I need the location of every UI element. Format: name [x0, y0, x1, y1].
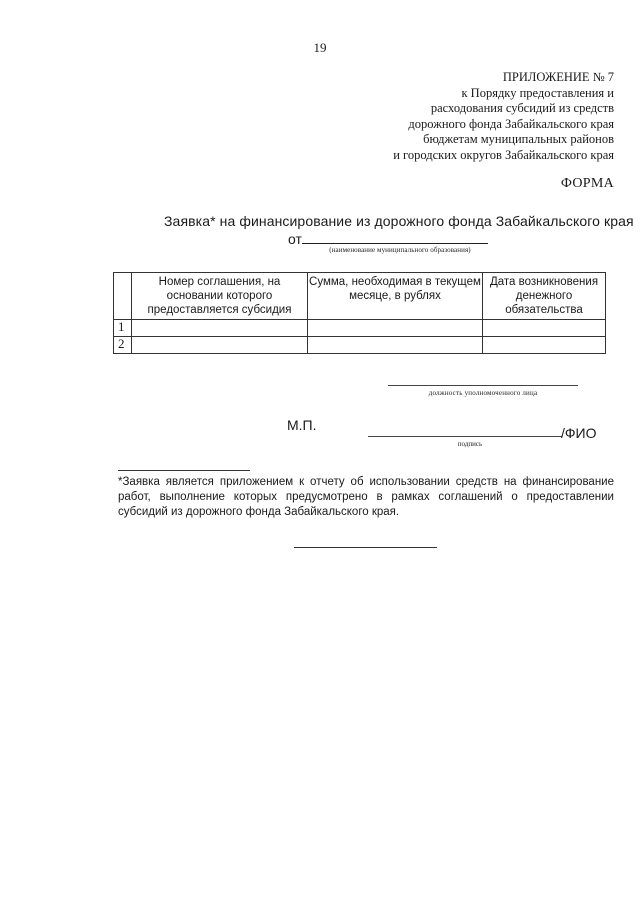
form-label: ФОРМА — [560, 176, 614, 191]
footnote-divider — [118, 470, 250, 471]
footnote: *Заявка является приложением к отчету об использовании средств на финансирование работ, выполнение которых предусмотрено в рамках соглашений о предоставлении субсидий из дорожного фонда Забайкальского края. — [118, 476, 614, 518]
appendix-header — [393, 70, 614, 163]
table-header-cell: Сумма, необходимая в текущем месяце, в рублях — [308, 273, 483, 320]
table-cell — [308, 337, 483, 354]
table-header-row — [114, 273, 606, 320]
row-number: 1 — [114, 320, 132, 337]
page-number: 19 — [313, 40, 327, 55]
table-cell — [483, 320, 606, 337]
table-cell — [132, 337, 308, 354]
municipality-name-field — [302, 243, 488, 244]
appendix-line: бюджетам муниципальных районов — [423, 132, 614, 146]
table-cell — [483, 337, 606, 354]
appendix-line: расходования субсидий из средств — [430, 101, 614, 115]
table-header-cell — [114, 273, 132, 320]
table-header-cell: Номер соглашения, на основании которого предоставляется субсидия — [132, 273, 308, 320]
row-number: 2 — [114, 337, 132, 354]
table-row — [114, 320, 606, 337]
position-caption: должность уполномоченного лица — [428, 389, 538, 397]
appendix-line: к Порядку предоставления и — [461, 85, 614, 100]
end-divider — [294, 547, 437, 548]
table-cell — [132, 320, 308, 337]
appendix-line: и городских округов Забайкальского края — [393, 147, 614, 162]
table-header-cell: Дата возникновения денежного обязательства — [483, 273, 606, 320]
signature-caption: подпись — [457, 440, 483, 448]
from-label: от — [288, 231, 302, 247]
table-row — [114, 337, 606, 354]
position-field — [388, 385, 578, 386]
table-cell — [308, 320, 483, 337]
stamp-label: М.П. — [287, 417, 317, 433]
appendix-line: ПРИЛОЖЕНИЕ № 7 — [502, 70, 614, 84]
appendix-line: дорожного фонда Забайкальского края — [408, 116, 614, 131]
application-table — [113, 272, 606, 354]
signature-field — [368, 436, 562, 437]
fio-label: /ФИО — [561, 425, 597, 441]
document-title: Заявка* на финансирование из дорожного фонда Забайкальского края — [164, 213, 634, 229]
municipality-caption: (наименование муниципального образования) — [329, 246, 471, 254]
